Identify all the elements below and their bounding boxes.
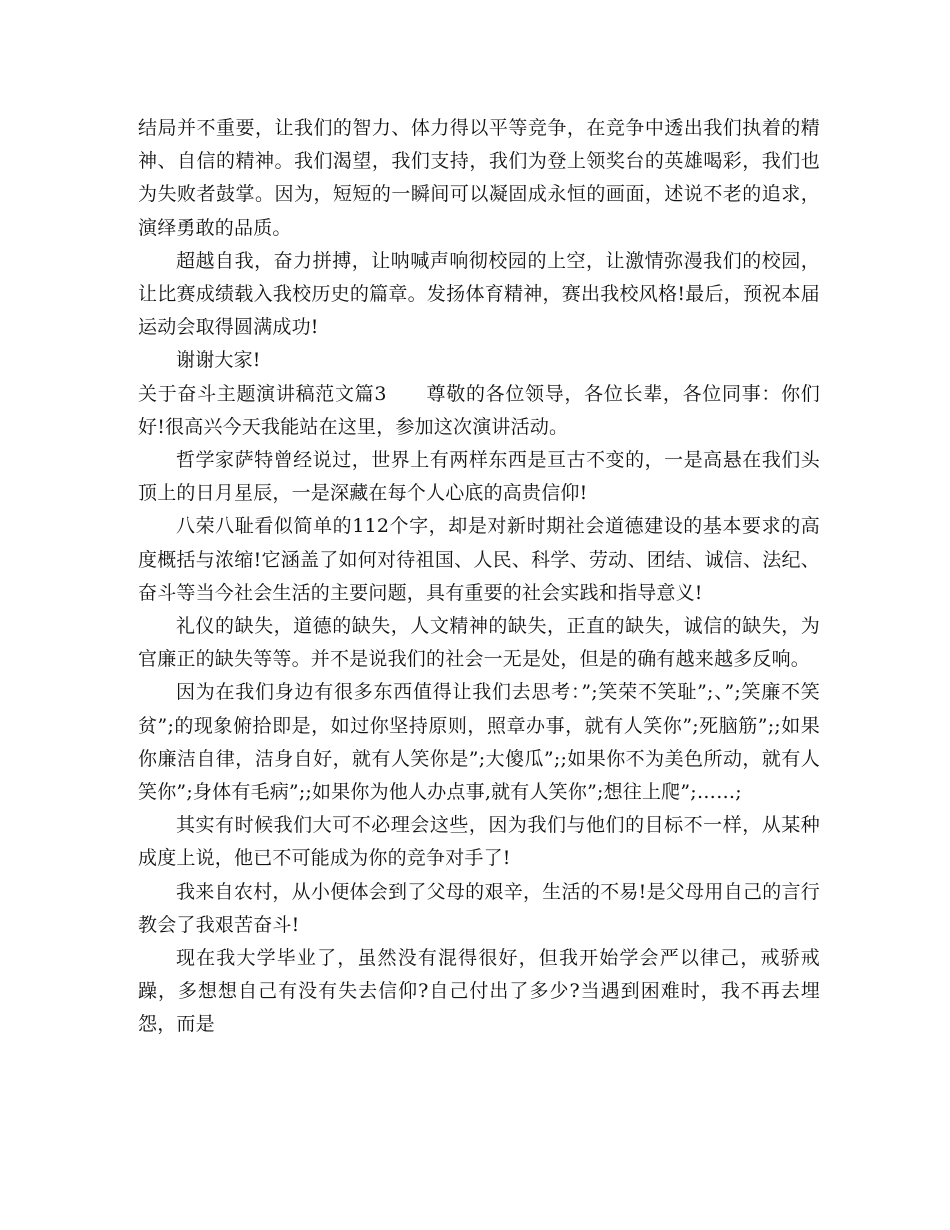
paragraph-10: 我来自农村，从小便体会到了父母的艰辛，生活的不易!是父母用自己的言行教会了我艰苦奋斗!	[138, 880, 820, 936]
paragraph-9: 其实有时候我们大可不必理会这些，因为我们与他们的目标不一样，从某种成度上说，他已不可能成为你的竞争对手了!	[138, 814, 820, 870]
paragraph-6: 八荣八耻看似简单的112个字，却是对新时期社会道德建设的基本要求的高度概括与浓缩!它涵盖了如何对待祖国、人民、科学、劳动、团结、诚信、法纪、奋斗等当今社会生活的主要问题，具有重要的社会实践和指导意义!	[138, 515, 820, 604]
paragraph-7: 礼仪的缺失，道德的缺失，人文精神的缺失，正直的缺失，诚信的缺失，为官廉正的缺失等等。并不是说我们的社会一无是处，但是的确有越来越多反响。	[138, 615, 820, 671]
document-body	[138, 112, 820, 1042]
paragraph-11: 现在我大学毕业了，虽然没有混得很好，但我开始学会严以律己，戒骄戒躁，多想想自己有没有失去信仰?自己付出了多少?当遇到困难时，我不再去埋怨，而是	[138, 947, 820, 1036]
paragraph-4-section-heading: 关于奋斗主题演讲稿范文篇3 尊敬的各位领导，各位长辈，各位同事：你们好!很高兴今天我能站在这里，参加这次演讲活动。	[138, 382, 820, 438]
paragraph-3: 谢谢大家!	[176, 349, 261, 372]
paragraph-5: 哲学家萨特曾经说过，世界上有两样东西是亘古不变的，一是高悬在我们头顶上的日月星辰，一是深藏在每个人心底的高贵信仰!	[138, 449, 820, 505]
paragraph-8: 因为在我们身边有很多东西值得让我们去思考：”;笑荣不笑耻”;、”;笑廉不笑贫”;的现象俯拾即是，如过你坚持原则，照章办事，就有人笑你”;死脑筋”;;如果你廉洁自律，洁身自好，就有人笑你是”;大傻瓜”;;如果你不为美色所动，就有人笑你”;身体有毛病”;;如果你为他人办点事,就有人笑你”;想往上爬”;……;	[138, 681, 820, 804]
paragraph-2: 超越自我，奋力拼搏，让呐喊声响彻校园的上空，让激情弥漫我们的校园，让比赛成绩载入我校历史的篇章。发扬体育精神，赛出我校风格!最后，预祝本届运动会取得圆满成功!	[138, 249, 820, 339]
paragraph-1: 结局并不重要，让我们的智力、体力得以平等竞争，在竞争中透出我们执着的精神、自信的精神。我们渴望，我们支持，我们为登上领奖台的英雄喝彩，我们也为失败者鼓掌。因为，短短的一瞬间可以凝固成永恒的画面，述说不老的追求，演绎勇敢的品质。	[138, 117, 820, 239]
